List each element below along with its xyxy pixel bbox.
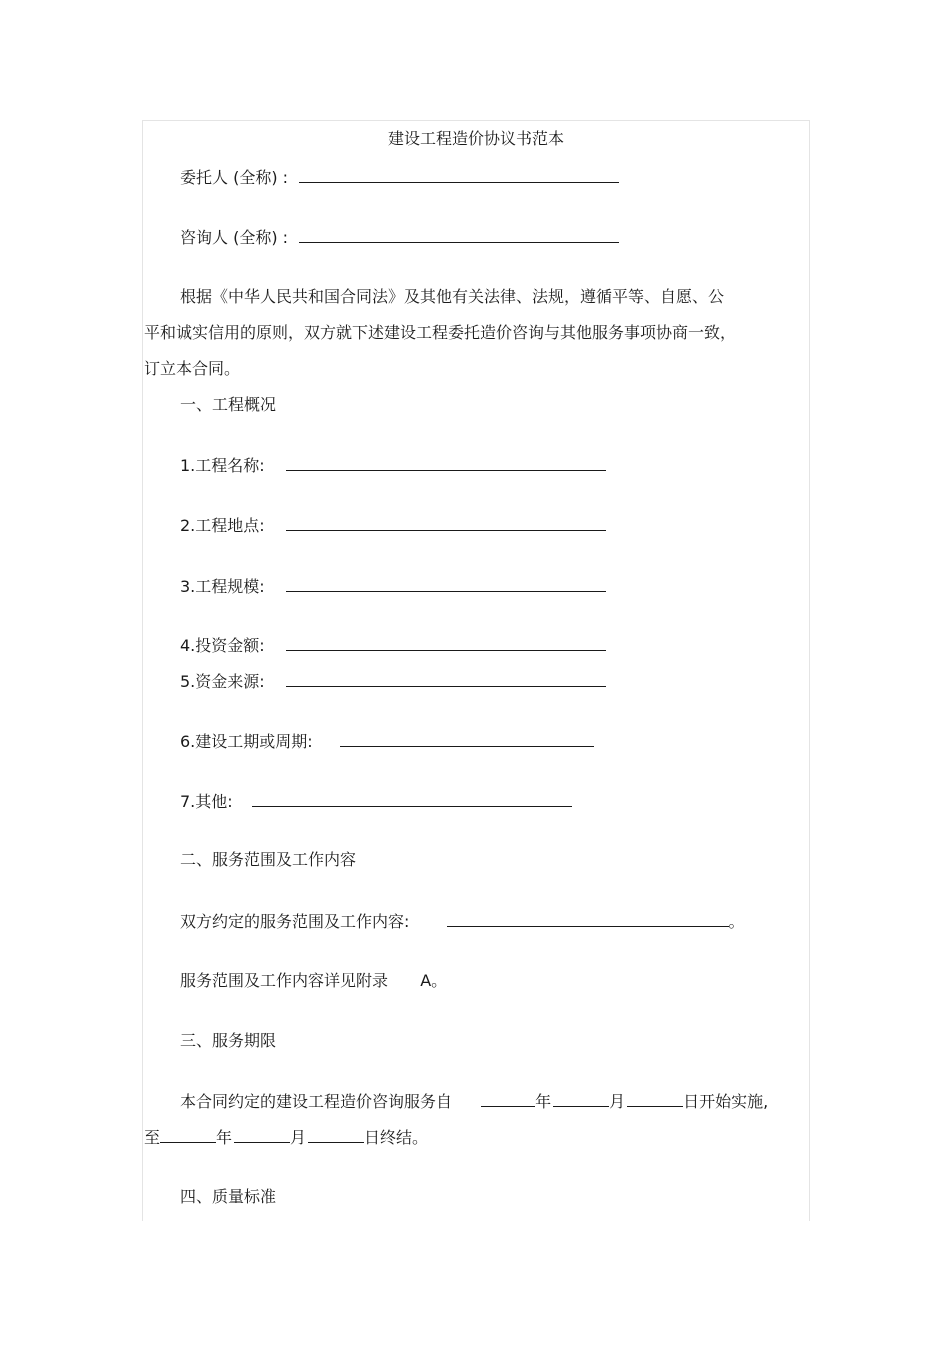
funding-source-blank[interactable] [286,671,606,687]
project-name-blank[interactable] [286,455,606,471]
client-field [180,167,619,188]
end-year-label: 年 [216,1128,233,1147]
project-scale-field [180,576,606,597]
end-year-blank[interactable] [160,1127,216,1143]
construction-period-blank[interactable] [340,731,594,747]
service-period-start-line [180,1091,768,1112]
appendix-ref: A。 [420,971,448,990]
client-label: 委托人 (全称) : [180,168,289,187]
construction-period-label: 6.建设工期或周期: [180,732,313,751]
project-name-label: 1.工程名称: [180,456,265,475]
service-scope-end: 。 [728,912,745,931]
project-location-label: 2.工程地点: [180,516,265,535]
section-4-heading: 四、质量标准 [180,1187,277,1206]
end-prefix: 至 [144,1128,161,1147]
project-name-field [180,455,606,476]
investment-amount-field [180,635,606,656]
preamble-line-2: 平和诚实信用的原则，双方就下述建设工程委托造价咨询与其他服务事项协商一致， [144,323,737,342]
project-location-field [180,515,606,536]
consultant-blank[interactable] [299,227,619,243]
service-scope-label: 双方约定的服务范围及工作内容: [180,912,410,931]
document-title: 建设工程造价协议书范本 [387,129,564,148]
end-day-blank[interactable] [308,1127,364,1143]
preamble-line-3: 订立本合同。 [144,359,241,378]
appendix-text: 服务范围及工作内容详见附录 [180,971,389,990]
consultant-field [180,227,619,248]
project-scale-label: 3.工程规模: [180,577,265,596]
other-blank[interactable] [252,791,572,807]
investment-amount-blank[interactable] [286,635,606,651]
funding-source-field [180,671,606,692]
other-field [180,791,572,812]
end-month-blank[interactable] [234,1127,290,1143]
service-scope-field [180,911,745,932]
service-scope-blank[interactable] [447,911,729,927]
project-location-blank[interactable] [286,515,606,531]
preamble-line-1: 根据《中华人民共和国合同法》及其他有关法律、法规，遵循平等、自愿、公 [180,287,725,306]
start-day-blank[interactable] [627,1091,683,1107]
funding-source-label: 5.资金来源: [180,672,265,691]
project-scale-blank[interactable] [286,576,606,592]
section-2-heading: 二、服务范围及工作内容 [180,850,357,869]
client-blank[interactable] [299,167,619,183]
start-year-blank[interactable] [481,1091,535,1107]
service-period-end-line [144,1127,428,1148]
end-day-label: 日终结。 [364,1128,429,1147]
start-month-blank[interactable] [553,1091,609,1107]
other-label: 7.其他: [180,792,233,811]
start-month-label: 月 [609,1092,626,1111]
investment-amount-label: 4.投资金额: [180,636,265,655]
document-page [142,120,810,1221]
service-period-text: 本合同约定的建设工程造价咨询服务自 [180,1092,453,1111]
consultant-label: 咨询人 (全称) : [180,228,289,247]
start-day-label: 日开始实施, [683,1092,769,1111]
end-month-label: 月 [290,1128,307,1147]
construction-period-field [180,731,594,752]
start-year-label: 年 [535,1092,552,1111]
section-3-heading: 三、服务期限 [180,1031,277,1050]
appendix-reference [180,971,447,991]
section-1-heading: 一、工程概况 [180,395,277,414]
